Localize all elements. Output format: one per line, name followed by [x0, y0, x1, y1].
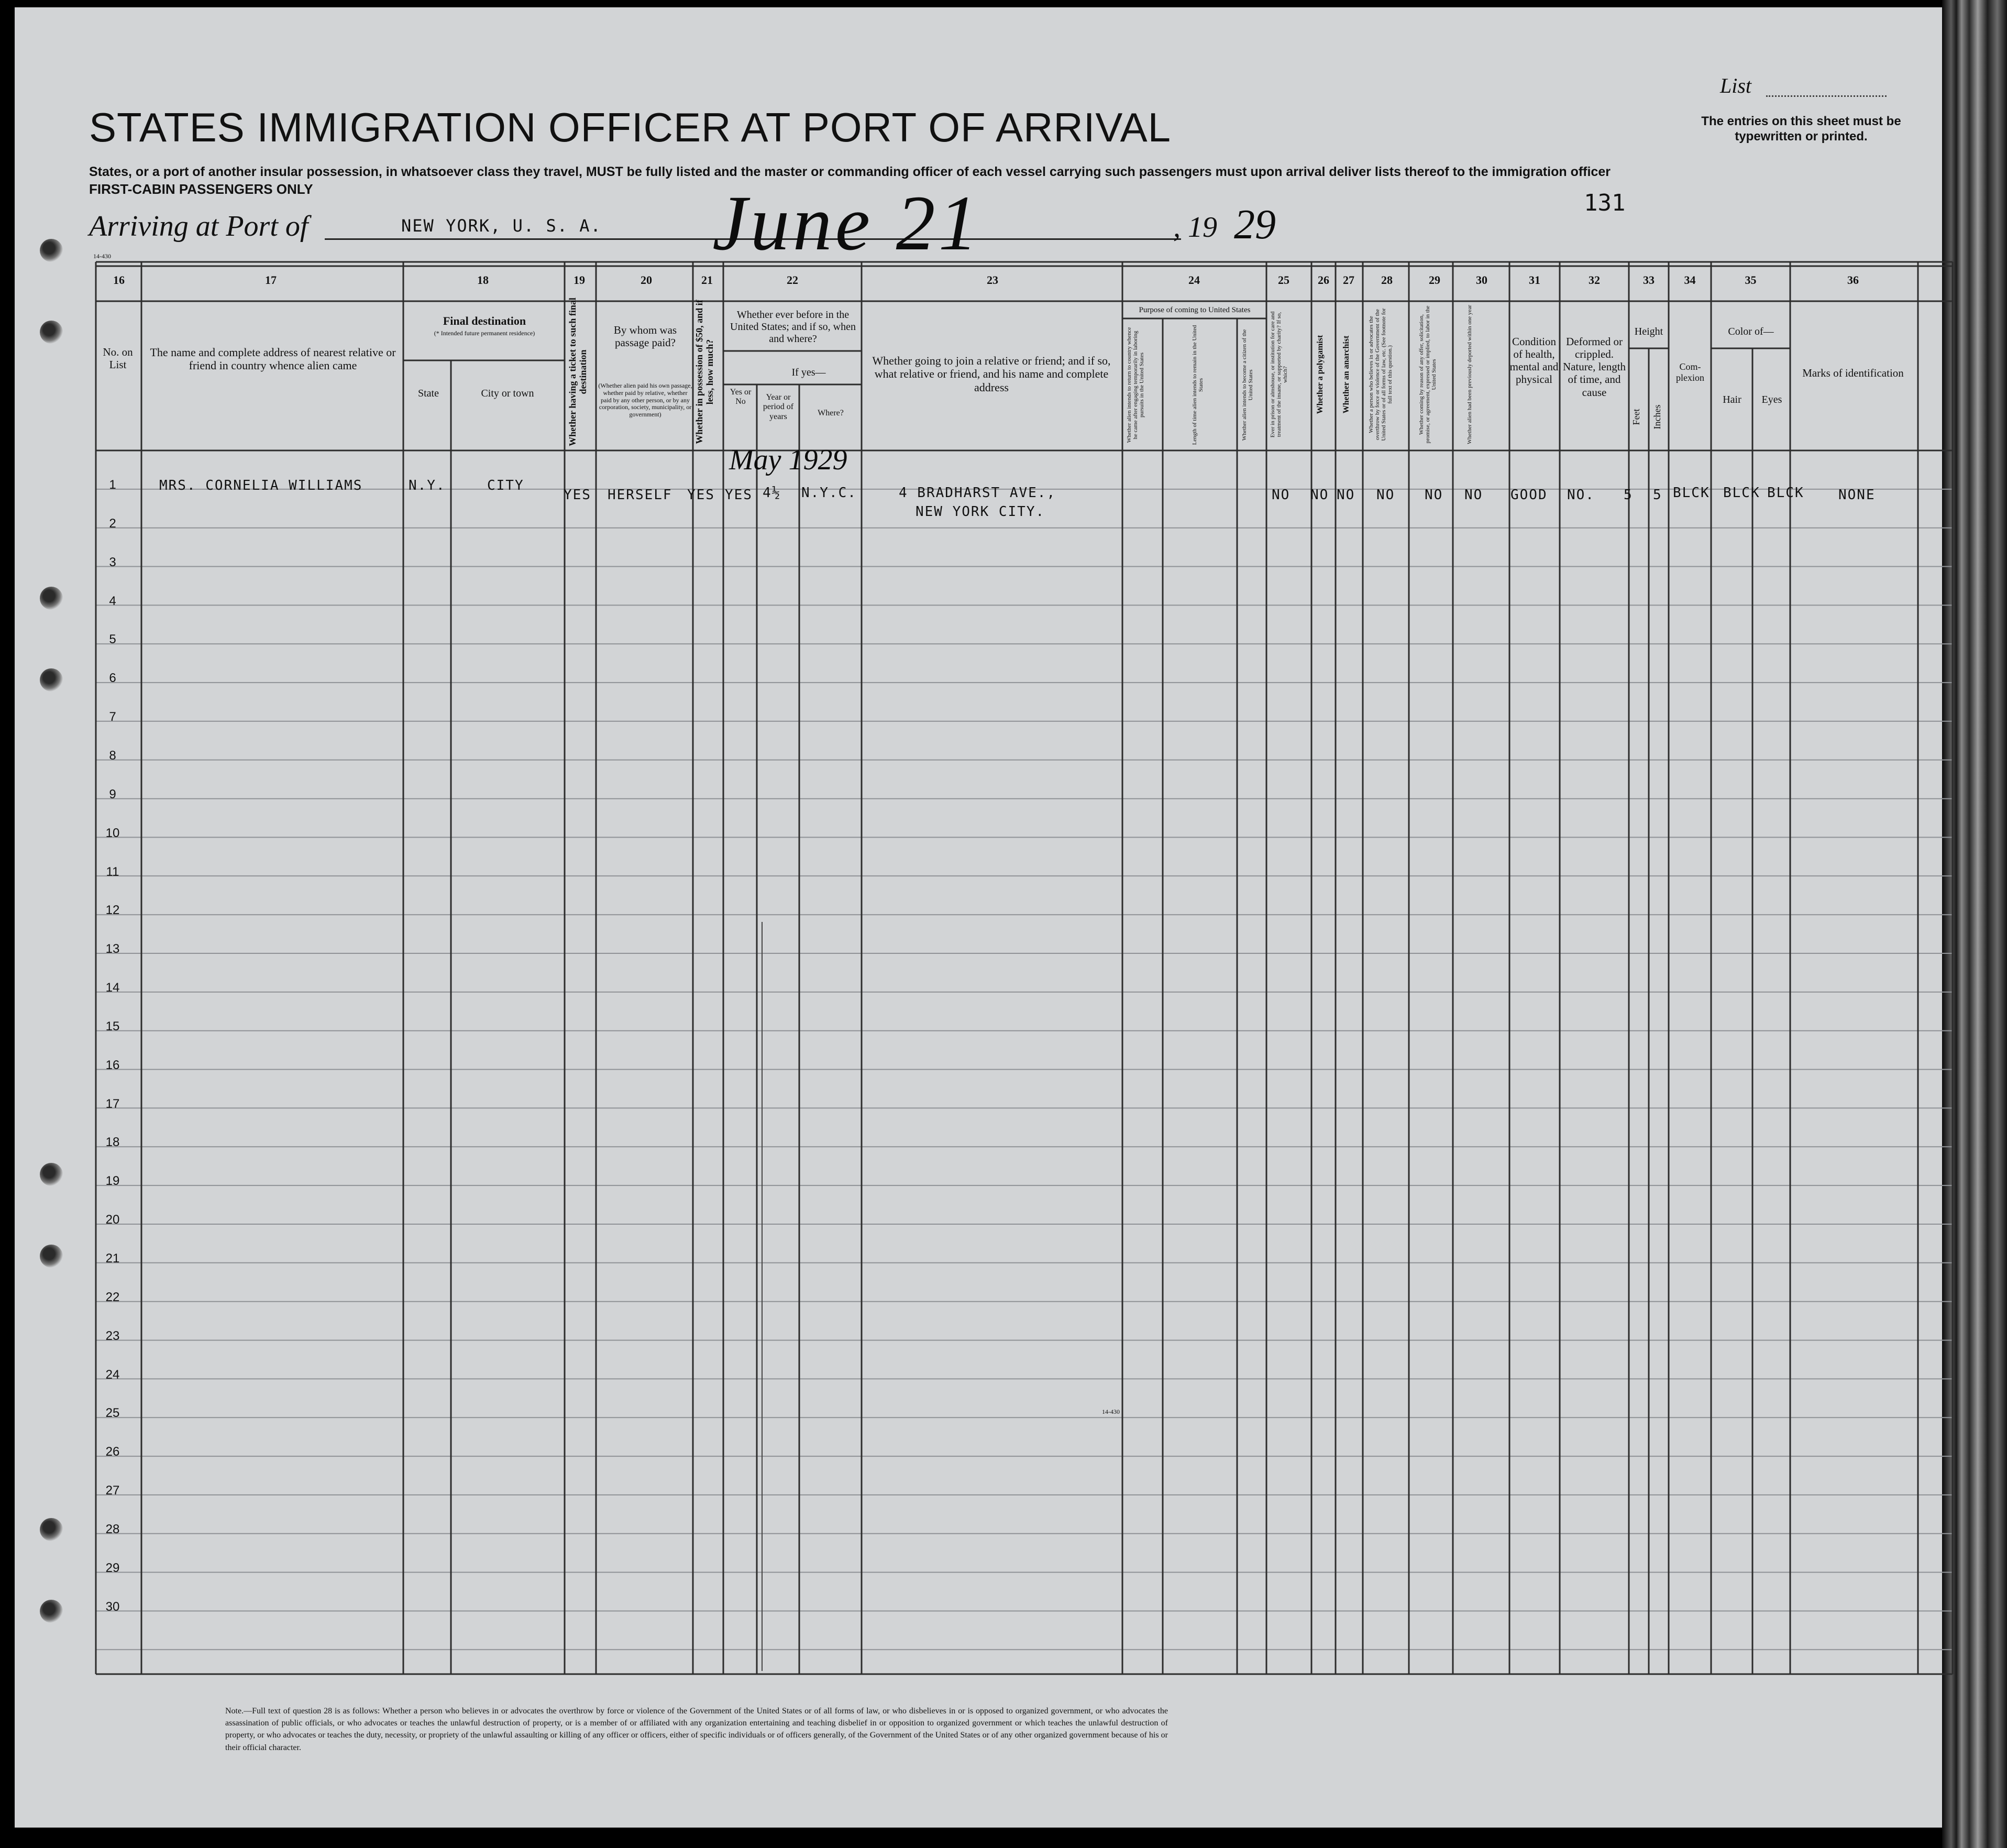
- entry-money: YES: [687, 487, 715, 503]
- row-number: 26: [105, 1445, 120, 1459]
- header-yes-no: Yes or No: [730, 388, 752, 406]
- header-feet: Feet: [1631, 409, 1641, 425]
- header-state: State: [418, 388, 439, 399]
- row-number: 20: [105, 1213, 120, 1227]
- col-num-32: 32: [1589, 273, 1600, 287]
- row-number: 25: [105, 1406, 120, 1421]
- header-money: Whether in possession of $50, and if less, how much?: [694, 300, 715, 444]
- entry-eyes: BLCK: [1767, 485, 1804, 501]
- row-number: 1: [109, 478, 116, 492]
- passenger-class: FIRST-CABIN PASSENGERS ONLY: [89, 181, 313, 197]
- col-num-30: 30: [1476, 273, 1487, 287]
- entry-q28: NO: [1376, 487, 1395, 503]
- row-number: 29: [105, 1560, 120, 1575]
- list-number-line: [1766, 95, 1887, 97]
- row-number: 21: [105, 1251, 120, 1266]
- col-num-22: 22: [787, 273, 798, 287]
- header-color-of: Color of—: [1728, 326, 1774, 337]
- form-title: STATES IMMIGRATION OFFICER AT PORT OF ARRIVAL: [89, 104, 1172, 150]
- row-number: 15: [105, 1019, 120, 1033]
- header-purpose: Purpose of coming to United States: [1139, 306, 1251, 314]
- row-number: 24: [105, 1367, 120, 1382]
- entry-prison: NO: [1272, 487, 1291, 503]
- header-period: Year or period of years: [763, 393, 794, 421]
- entry-handwritten-date: May 1929: [729, 444, 847, 476]
- header-joining: Whether going to join a relative or friend; and if so, what relative or friend, and his name and complete address: [872, 354, 1111, 394]
- header-anarchist: Whether an anarchist: [1342, 335, 1351, 414]
- entry-city: CITY: [487, 478, 524, 493]
- col-num-26: 26: [1318, 273, 1329, 287]
- row-number: 18: [105, 1135, 120, 1150]
- col-num-33: 33: [1643, 273, 1655, 287]
- row-number: 8: [109, 748, 116, 763]
- header-ticket: Whether having a ticket to such final destination: [567, 298, 588, 446]
- entry-anarchist: NO: [1337, 487, 1355, 503]
- col-num-17: 17: [265, 273, 277, 287]
- header-purpose-citizen: Whether alien intends to become a citizen of the United States: [1241, 329, 1254, 441]
- year-prefix: , 19: [1173, 211, 1217, 244]
- year-handwritten: 29: [1234, 202, 1276, 248]
- handwritten-date: June 21: [712, 180, 981, 267]
- col-num-29: 29: [1429, 273, 1440, 287]
- header-inches: Inches: [1652, 404, 1662, 430]
- entry-hair: BLCK: [1723, 485, 1760, 501]
- col-num-23: 23: [987, 273, 998, 287]
- header-health: Condition of health, mental and physical: [1509, 335, 1559, 386]
- col-num-35: 35: [1745, 273, 1757, 287]
- row-number: 9: [109, 787, 116, 801]
- entry-before-yes: YES: [725, 487, 753, 503]
- row-number: 10: [105, 826, 120, 840]
- col-num-24: 24: [1188, 273, 1200, 287]
- row-number: 23: [105, 1328, 120, 1343]
- header-nearest-relative: The name and complete address of nearest relative or friend in country whence alien came: [150, 346, 396, 372]
- row-number: 3: [109, 555, 116, 569]
- entry-q29: NO: [1425, 487, 1443, 503]
- entries-note: The entries on this sheet must be typewritten or printed.: [1701, 114, 1901, 144]
- header-final-destination: Final destination: [443, 314, 526, 327]
- header-final-destination-note: (* Intended future permanent residence): [434, 329, 535, 337]
- row-number: 17: [105, 1096, 120, 1111]
- row-number: 28: [105, 1522, 120, 1536]
- entry-inches: 5: [1653, 487, 1662, 503]
- header-question-28: Whether a person who believes in or advocates the overthrow by force or violence of the Government of the United States or of all forms of law, etc. (See footnote for full text of this question.): [1368, 308, 1394, 441]
- row-number: 12: [105, 903, 120, 918]
- entry-before-period: 4½: [763, 485, 781, 501]
- row-number: 2: [109, 516, 116, 531]
- header-height: Height: [1634, 326, 1663, 337]
- header-before-us: Whether ever before in the United States; and if so, when and where?: [730, 309, 856, 345]
- header-hair: Hair: [1723, 394, 1741, 405]
- row-number: 4: [109, 593, 116, 608]
- header-where: Where?: [818, 409, 844, 417]
- header-marks: Marks of identification: [1802, 367, 1904, 379]
- row-number: 11: [106, 864, 119, 879]
- col-num-16: 16: [113, 273, 125, 287]
- col-num-31: 31: [1529, 273, 1540, 287]
- entry-complexion: BLCK: [1673, 485, 1710, 501]
- header-eyes: Eyes: [1761, 394, 1782, 405]
- entry-passage: HERSELF: [608, 487, 672, 503]
- header-prison: Ever in prison or almshouse, or institution for care and treatment of the insane, or supported by charity? If so, which?: [1270, 311, 1289, 438]
- form-code: 14-430: [93, 252, 111, 260]
- row-number: 13: [105, 942, 120, 956]
- row-number: 7: [109, 710, 116, 724]
- header-question-29: Whether coming by reason of any offer, solicitation, promise, or agreement, expressed or implied, to labor in the United States: [1418, 305, 1438, 444]
- col-num-20: 20: [641, 273, 652, 287]
- row-number: 16: [105, 1058, 120, 1072]
- header-deformed: Deformed or crippled. Nature, length of time, and cause: [1562, 335, 1626, 399]
- header-passage: By whom was passage paid?: [613, 324, 677, 349]
- row-number: 19: [105, 1174, 120, 1189]
- list-label: List: [1720, 74, 1752, 97]
- entry-state: N.Y.: [409, 478, 446, 493]
- form-instruction: States, or a port of another insular possession, in whatsoever class they travel, MUST be fully listed and the master or commanding officer of each vessel carrying such passengers must upon arrival deliver lists thereof to the immigration officer: [89, 164, 1611, 179]
- header-city: City or town: [481, 388, 534, 399]
- entry-q30: NO: [1464, 487, 1483, 503]
- header-if-yes: If yes—: [791, 367, 826, 378]
- col-num-28: 28: [1381, 273, 1393, 287]
- col-num-27: 27: [1343, 273, 1354, 287]
- col-num-21: 21: [701, 273, 713, 287]
- entry-polygamist: NO: [1310, 487, 1329, 503]
- entry-marks: NONE: [1838, 487, 1876, 503]
- header-complexion: Com-plexion: [1676, 361, 1704, 383]
- header-purpose-return: Whether alien intends to return to country whence he came after engaging temporarily in laboring pursuits in the United States: [1126, 327, 1145, 443]
- entry-address-line2: NEW YORK CITY.: [916, 504, 1045, 520]
- entry-health: GOOD: [1510, 487, 1548, 503]
- entry-before-where: N.Y.C.: [801, 485, 857, 501]
- row-number: 27: [105, 1483, 120, 1498]
- entry-address-line1: 4 BRADHARST AVE.,: [899, 485, 1056, 501]
- header-passage-note: (Whether alien paid his own passage, whether paid by relative, whether paid by any other person, or by any corporation, society, municipality, or government): [598, 382, 692, 419]
- row-number: 22: [105, 1290, 120, 1304]
- row-number: 30: [105, 1599, 120, 1614]
- row-number: 5: [109, 632, 116, 647]
- col-num-18: 18: [477, 273, 489, 287]
- col-num-36: 36: [1847, 273, 1859, 287]
- entry-deformed: NO.: [1567, 487, 1595, 503]
- col-num-25: 25: [1278, 273, 1289, 287]
- arriving-label: Arriving at Port of: [89, 210, 308, 243]
- header-polygamist: Whether a polygamist: [1316, 335, 1325, 414]
- row-number: 14: [105, 981, 120, 995]
- header-question-30: Whether alien had been previously deported within one year: [1466, 305, 1473, 444]
- header-purpose-length: Length of time alien intends to remain in the United States: [1192, 325, 1205, 445]
- entry-feet: 5: [1624, 487, 1633, 503]
- row-number: 6: [109, 671, 116, 686]
- footnote-q28: Note.—Full text of question 28 is as follows: Whether a person who believes in or advocates the overthrow by force or violence of the Government of the United States or of all forms of law, or who disbelieves in or is opposed to organized government, or who advocates the assassination of public officials, or who advocates or teaches the unlawful destruction of property, or is a member of or affiliated with any organization entertaining and teaching disbelief in or opposition to organized government or which teaches the unlawful destruction of property, or who advocates or teaches the duty, necessity, or propriety of the unlawful assaulting or killing of any officer or officers, either of specific individuals or of officers generally, of the Government of the United States or of any other organized government because of his or their official character.: [225, 1707, 1168, 1752]
- header-no-on-list: No. on List: [103, 346, 133, 371]
- col-num-34: 34: [1684, 273, 1696, 287]
- page-number: 131: [1584, 190, 1626, 216]
- port-of-arrival: NEW YORK, U. S. A.: [401, 216, 602, 236]
- col-num-19: 19: [574, 273, 585, 287]
- form-code-bottom: 14-430: [1102, 1408, 1120, 1415]
- entry-relative: MRS. CORNELIA WILLIAMS: [159, 478, 363, 493]
- entry-ticket: YES: [564, 487, 591, 503]
